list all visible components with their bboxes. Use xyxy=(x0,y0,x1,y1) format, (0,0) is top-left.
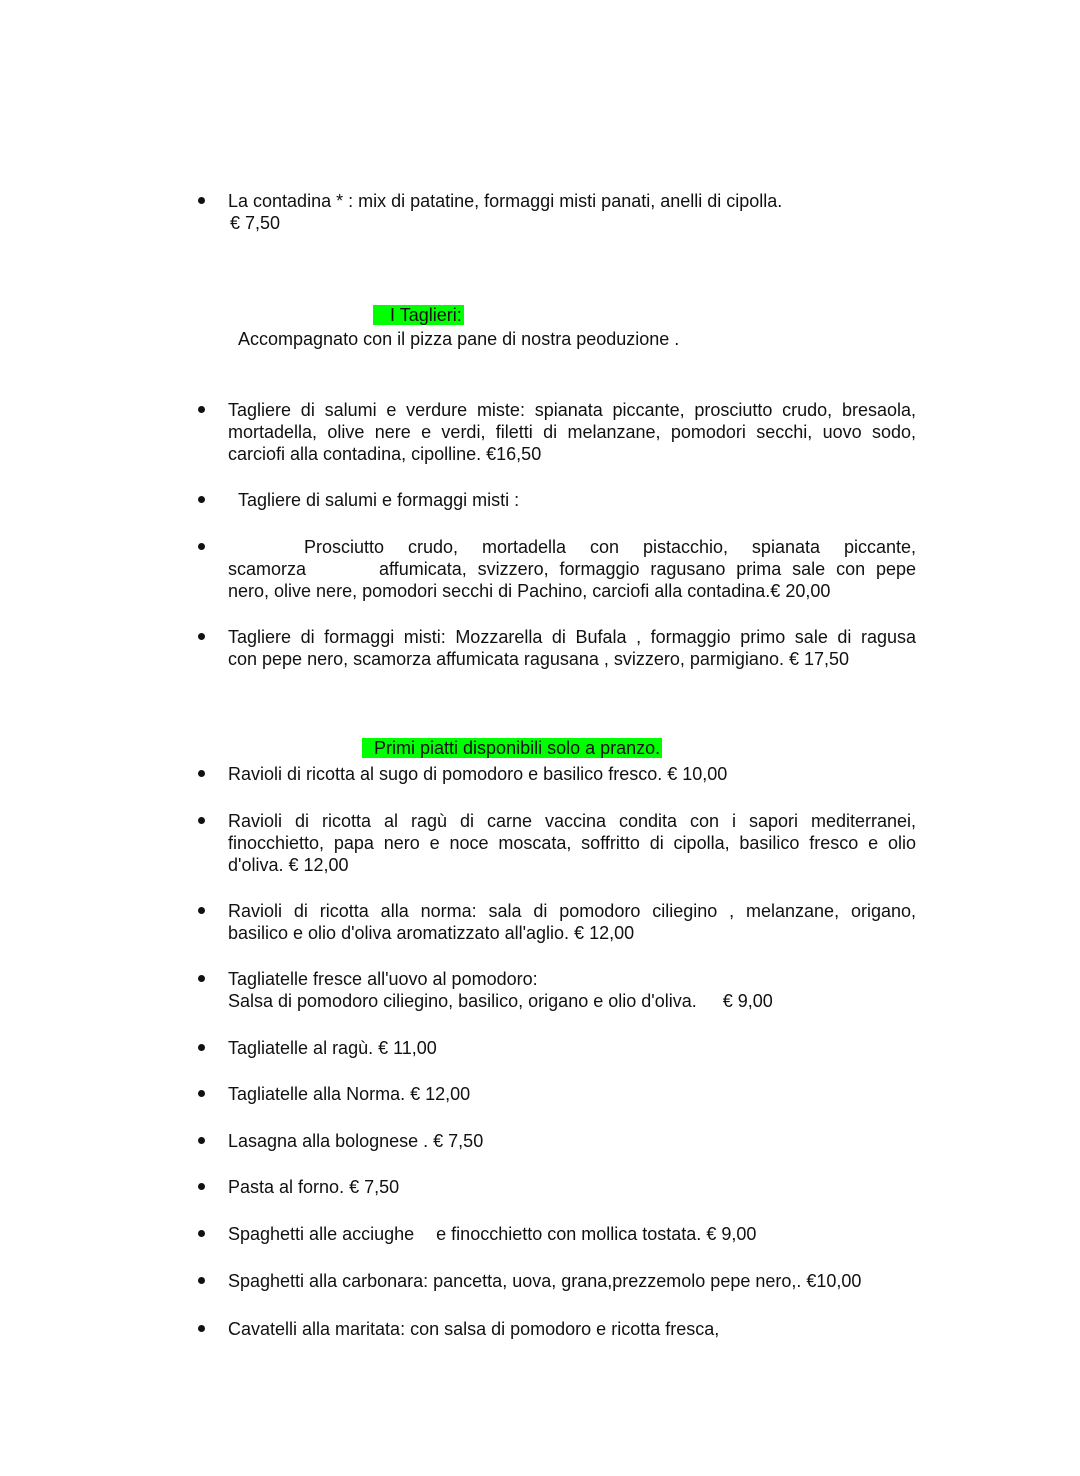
menu-item-cavatelli: Cavatelli alla maritata: con salsa di pomodoro e ricotta fresca, xyxy=(228,1319,720,1339)
menu-item-ravioli-pomodoro: Ravioli di ricotta al sugo di pomodoro e basilico fresco. € 10,00 xyxy=(228,764,728,784)
menu-item-tagliatelle-pomodoro: Tagliatelle fresce all'uovo al pomodoro: Salsa di pomodoro ciliegino, basilico, origano e olio d'oliva. € 9,00 xyxy=(228,969,773,1011)
section-heading-primi: Primi piatti disponibili solo a pranzo. xyxy=(364,738,661,758)
menu-item-ravioli-norma: Ravioli di ricotta alla norma: sala di pomodoro ciliegino , melanzane, origano, basilico e olio d'oliva aromatizzato all'aglio. € 12,00 xyxy=(228,901,916,943)
bullet-icon xyxy=(196,975,206,985)
bullet-icon xyxy=(196,1325,206,1335)
menu-item-tagliere-salumi-verdure: Tagliere di salumi e verdure miste: spianata piccante, prosciutto crudo, bresaola, mortadella, olive nere e verdi, filetti di melanzane, pomodori secchi, uovo sodo, carciofi alla contadina, cipolline. €16,50 xyxy=(228,400,916,464)
menu-item-contadina xyxy=(228,190,916,234)
section-heading-taglieri: I Taglieri: xyxy=(375,305,462,325)
item-text: La contadina * : mix di patatine, formaggi misti panati, anelli di cipolla. xyxy=(228,191,783,211)
bullet-icon xyxy=(196,543,206,553)
bullet-icon xyxy=(196,1090,206,1100)
menu-item-ravioli-ragu: Ravioli di ricotta al ragù di carne vaccina condita con i sapori mediterranei, finocchietto, papa nero e noce moscata, soffritto di cipolla, basilico fresco e olio d'oliva. € 12,00 xyxy=(228,811,916,875)
bullet-icon xyxy=(196,1277,206,1287)
menu-item-lasagna: Lasagna alla bolognese . € 7,50 xyxy=(228,1131,484,1151)
taglieri-note: Accompagnato con il pizza pane di nostra peoduzione . xyxy=(238,329,680,349)
bullet-icon xyxy=(196,197,206,207)
bullet-icon xyxy=(196,496,206,506)
bullet-icon xyxy=(196,1137,206,1147)
bullet-icon xyxy=(196,1044,206,1054)
menu-item-tagliere-formaggi: Tagliere di formaggi misti: Mozzarella di Bufala , formaggio primo sale di ragusa con pepe nero, scamorza affumicata ragusana , svizzero, parmigiano. € 17,50 xyxy=(228,627,916,669)
menu-item-spaghetti-acciughe: Spaghetti alle acciughe e finocchietto con mollica tostata. € 9,00 xyxy=(228,1224,757,1244)
menu-item-spaghetti-carbonara: Spaghetti alla carbonara: pancetta, uova, grana,prezzemolo pepe nero,. €10,00 xyxy=(228,1271,862,1291)
bullet-icon xyxy=(196,406,206,416)
bullet-icon xyxy=(196,1230,206,1240)
menu-item-tagliere-salumi-formaggi-detail: Prosciutto crudo, mortadella con pistacchio, spianata piccante, scamorza affumicata, svizzero, formaggio ragusano prima sale con pepe nero, olive nere, pomodori secchi di Pachino, carciofi alla contadina.€ 20,00 xyxy=(228,537,916,601)
bullet-icon xyxy=(196,1183,206,1193)
menu-item-pasta-forno: Pasta al forno. € 7,50 xyxy=(228,1177,400,1197)
item-price: € 7,50 xyxy=(230,213,281,233)
bullet-icon xyxy=(196,770,206,780)
bullet-icon xyxy=(196,817,206,827)
menu-item-tagliatelle-ragu: Tagliatelle al ragù. € 11,00 xyxy=(228,1038,437,1058)
bullet-icon xyxy=(196,633,206,643)
bullet-icon xyxy=(196,907,206,917)
menu-item-tagliatelle-norma: Tagliatelle alla Norma. € 12,00 xyxy=(228,1084,471,1104)
menu-item-tagliere-salumi-formaggi: Tagliere di salumi e formaggi misti : xyxy=(238,490,520,510)
